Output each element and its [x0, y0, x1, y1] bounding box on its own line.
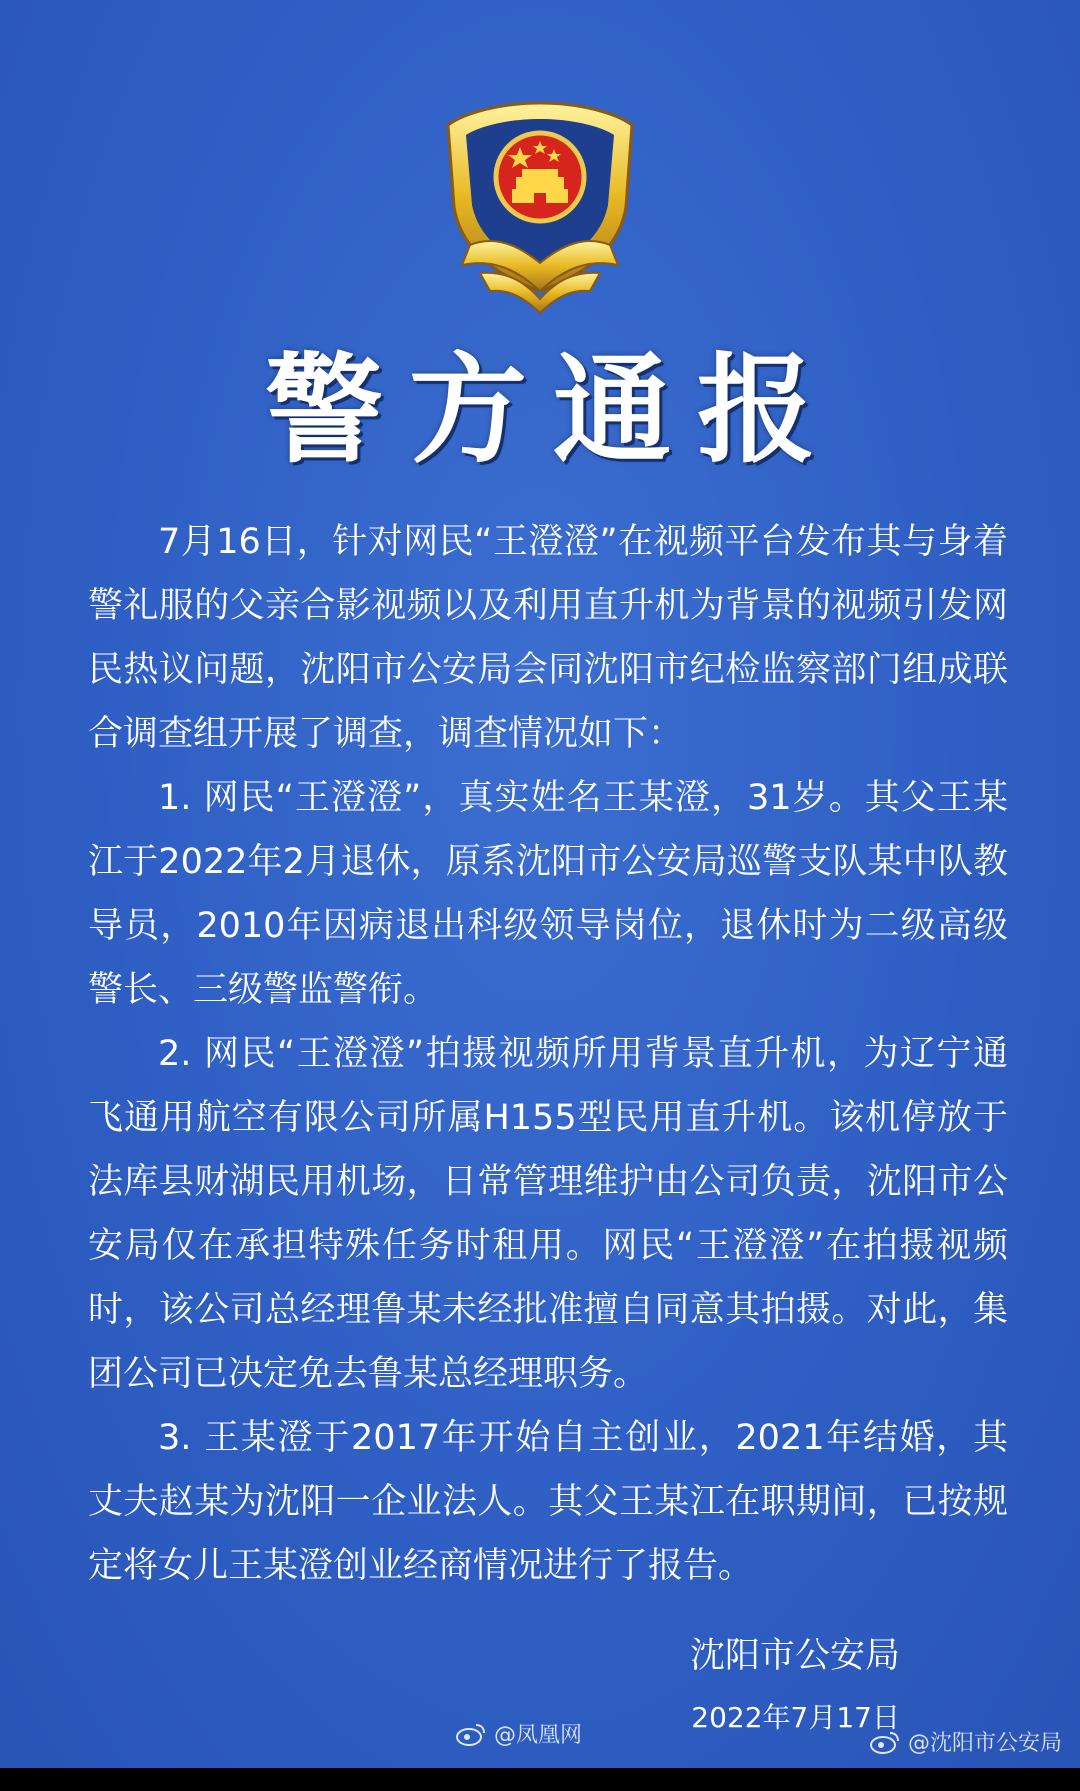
item-1-paragraph: 1. 网民“王澄澄”，真实姓名王某澄，31岁。其父王某江于2022年2月退休，原系沈阳市公安局巡警支队某中队教导员，2010年因病退出科级领导岗位，退休时为二级高级警长、三级警监警衔。 [88, 778, 1008, 1010]
weibo-icon [870, 1730, 900, 1754]
police-emblem-icon [440, 95, 640, 315]
item-3-paragraph: 3. 王某澄于2017年开始自主创业，2021年结婚，其丈夫赵某为沈阳一企业法人。其父王某江在职期间，已按规定将女儿王某澄创业经商情况进行了报告。 [88, 1418, 1008, 1586]
signature-block [690, 1630, 900, 1742]
watermark-shenyang-police [870, 1726, 1062, 1757]
watermark-text: @沈阳市公安局 [907, 1731, 1062, 1756]
item-2-paragraph: 2. 网民“王澄澄”拍摄视频所用背景直升机，为辽宁通飞通用航空有限公司所属H155型民用直升机。该机停放于法库县财湖民用机场，日常管理维护由公司负责，沈阳市公安局仅在承担特殊任务时租用。网民“王澄澄”在拍摄视频时，该公司总经理鲁某未经批准擅自同意其拍摄。对此，集团公司已决定免去鲁某总经理职务。 [88, 1034, 1008, 1394]
signature-org: 沈阳市公安局 [689, 1636, 900, 1676]
weibo-icon [456, 1722, 486, 1746]
notice-body [88, 510, 1008, 1598]
signature-date: 2022年7月17日 [691, 1701, 900, 1734]
watermark-text: @凤凰网 [494, 1723, 583, 1748]
intro-paragraph: 7月16日，针对网民“王澄澄”在视频平台发布其与身着警礼服的父亲合影视频以及利用直升机为背景的视频引发网民热议问题，沈阳市公安局会同沈阳市纪检监察部门组成联合调查组开展了调查，调查情况如下： [88, 522, 1008, 754]
watermark-ifeng [456, 1718, 582, 1749]
notice-title: 警方通报 [264, 340, 841, 479]
